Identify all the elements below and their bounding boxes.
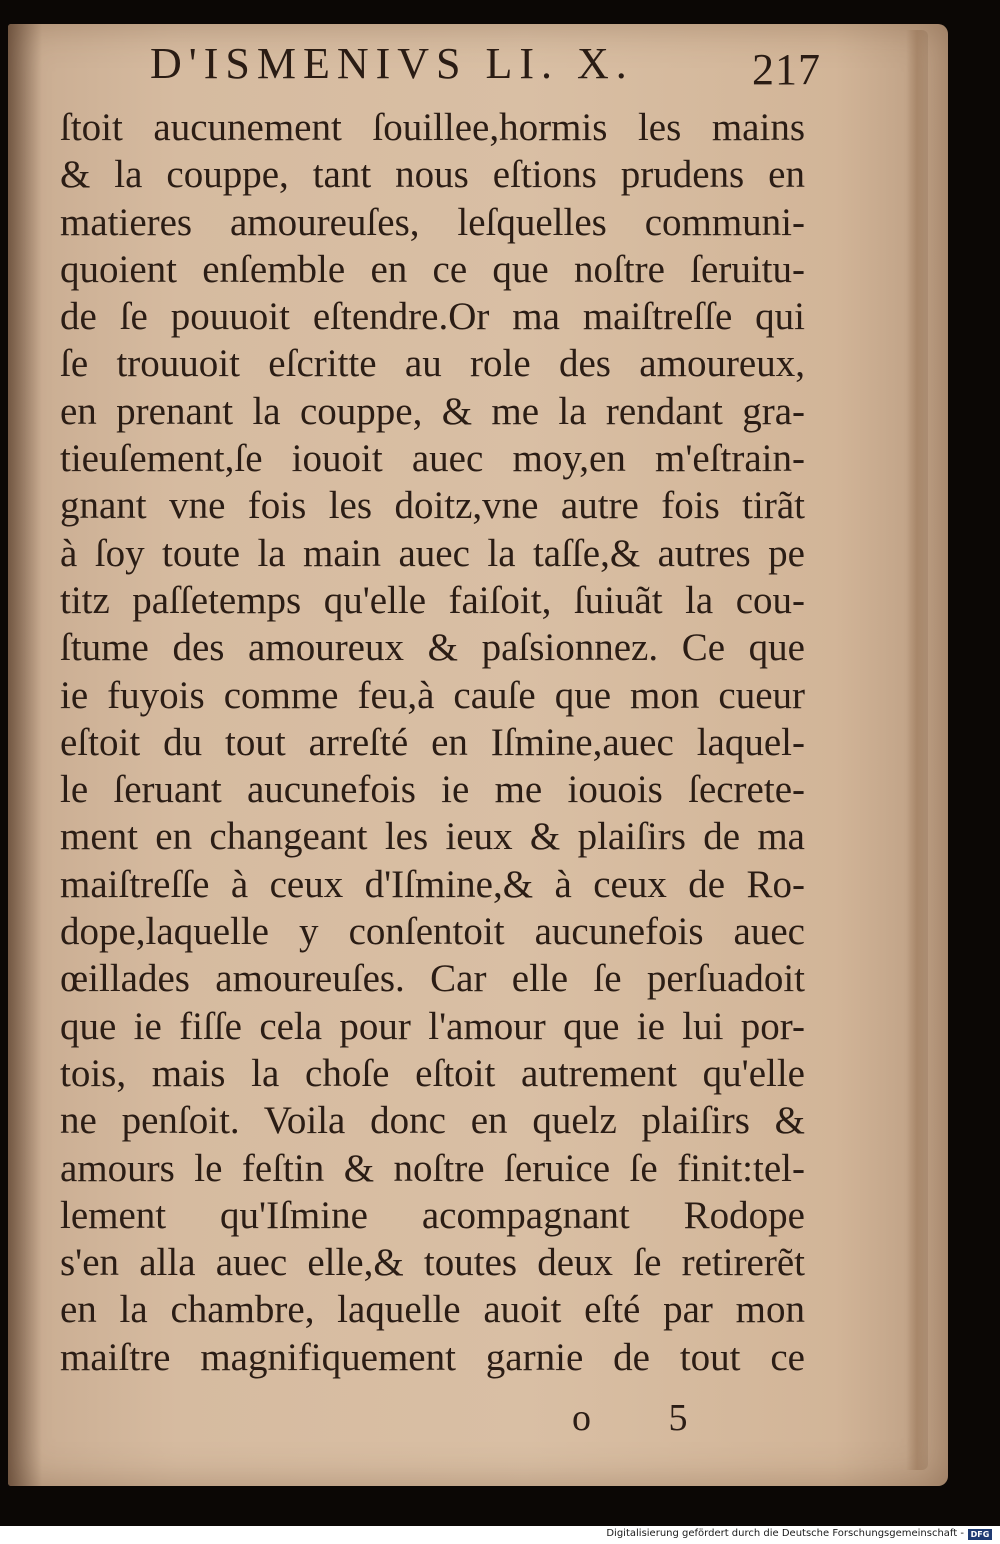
text-line: ſtoit aucunement ſouillee,hormis les mains xyxy=(60,106,805,149)
text-line: le ſeruant aucunefois ie me iouois ſecrete- xyxy=(60,768,805,812)
text-line: quoient enſemble en ce que noſtre ſeruitu- xyxy=(60,247,805,291)
text-line: que ie fiſſe cela pour l'amour que ie lui por- xyxy=(60,1004,805,1048)
text-line: gnant vne fois les doitz,vne autre fois tirãt xyxy=(60,484,805,528)
gutter-shadow xyxy=(8,24,42,1486)
text-line: ſtume des amoureux & paſsionnez. Ce que xyxy=(60,626,805,670)
text-line: ſe trouuoit eſcritte au role des amoureux, xyxy=(60,342,805,386)
footer-credit: Digitalisierung gefördert durch die Deutsche Forschungsgemeinschaft - xyxy=(606,1528,964,1539)
text-line: en prenant la couppe, & me la rendant gra- xyxy=(60,389,805,433)
text-line: œillades amoureuſes. Car elle ſe perſuadoit xyxy=(60,957,805,1001)
text-line: tois, mais la choſe eſtoit autrement qu'elle xyxy=(60,1051,805,1095)
text-line: amours le feſtin & noſtre ſeruice ſe finit:tel- xyxy=(60,1146,805,1190)
signature-mark: o 5 xyxy=(572,1397,722,1439)
text-line: s'en alla auec elle,& toutes deux ſe retirerẽt xyxy=(60,1241,805,1285)
running-head: D'ISMENIVS LI. X. xyxy=(150,39,634,88)
digitization-footer xyxy=(0,1526,1000,1544)
text-line: ie fuyois comme feu,à cauſe que mon cueur xyxy=(60,673,805,717)
text-line: tieuſement,ſe iouoit auec moy,en m'eſtrain- xyxy=(60,437,805,481)
page-edge xyxy=(906,30,928,1470)
text-line: ne penſoit. Voila donc en quelz plaiſirs & xyxy=(60,1099,805,1143)
text-line: matieres amoureuſes, leſquelles communi- xyxy=(60,200,805,244)
dfg-logo: DFG xyxy=(968,1529,992,1540)
text-line: titz paſſetemps qu'elle faiſoit, ſuiuãt la cou- xyxy=(60,578,805,622)
text-line: eſtoit du tout arreſté en Iſmine,auec laquel- xyxy=(60,720,805,764)
text-line: en la chambre, laquelle auoit eſté par mon xyxy=(60,1288,805,1332)
text-line: ment en changeant les ieux & plaiſirs de ma xyxy=(60,815,805,859)
page-number: 217 xyxy=(752,45,821,94)
text-line: maiſtreſſe à ceux d'Iſmine,& à ceux de Ro- xyxy=(60,862,805,906)
text-line: à ſoy toute la main auec la taſſe,& autres pe xyxy=(60,531,805,575)
text-line: de ſe pouuoit eſtendre.Or ma maiſtreſſe qui xyxy=(60,295,805,339)
text-line: maiſtre magnifiquement garnie de tout ce xyxy=(60,1335,805,1379)
text-line: & la couppe, tant nous eſtions prudens en xyxy=(60,153,805,197)
text-line: dope,laquelle y conſentoit aucunefois auec xyxy=(60,910,805,954)
text-line: lement qu'Iſmine acompagnant Rodope xyxy=(60,1193,805,1237)
body-text xyxy=(60,104,805,1381)
